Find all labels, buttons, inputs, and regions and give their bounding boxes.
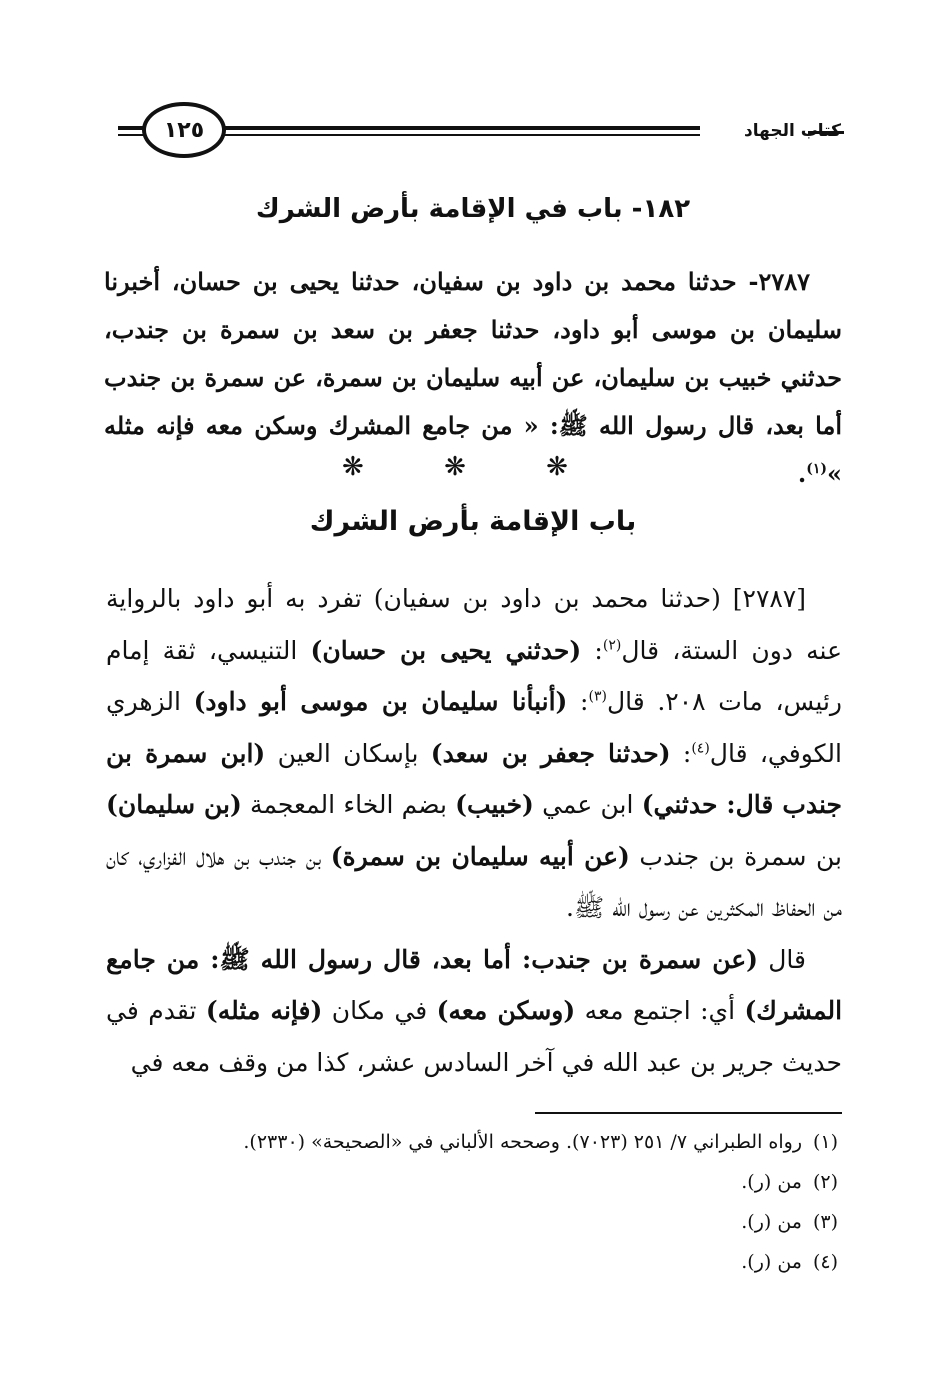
section-separator: ❋ ❋ ❋: [342, 452, 604, 482]
book-title: كتاب الجهاد: [743, 121, 841, 141]
text-run: بن جندب بن هلال الفزاري، كان من الحفاظ المكثرين عن رسول الله ﷺ.: [106, 841, 842, 922]
footnote-mark: (١): [812, 1131, 838, 1153]
page-number-badge: [142, 102, 226, 158]
text-run: بن سمرة بن جندب: [629, 841, 842, 871]
page-number: ١٢٥: [163, 117, 205, 143]
bold-run: (أنبأنا سليمان بن موسى أبو داود): [193, 687, 568, 716]
footnote-rule: [535, 1112, 842, 1114]
footnote-ref-4: (٤): [691, 740, 710, 757]
bold-run: (حدثني يحيى بن حسان): [310, 635, 582, 665]
hadith-body: ٢٧٨٧- حدثنا محمد بن داود بن سفيان، حدثنا يحيى بن حسان، أخبرنا سليمان بن موسى أبو داود، حدثنا جعفر بن سعد بن سمرة بن جندب، حدثني خبيب بن سليمان، عن أبيه سليمان بن سمرة، عن سمرة بن جندب أما بعد، قال رسول الله ﷺ: « من جامع المشرك وسكن معه فإنه مثله »: [104, 267, 842, 488]
commentary-paragraph: [106, 573, 842, 934]
text-run: بضم الخاء المعجمة: [241, 790, 456, 819]
footnote-ref-2: (٢): [602, 637, 622, 654]
bold-run: (عن أبيه سليمان بن سمرة): [330, 841, 630, 871]
commentary-heading: باب الإقامة بأرض الشرك: [309, 506, 637, 537]
text-run: بإسكان العين: [265, 738, 431, 768]
header-rule-middle-thin: [222, 134, 700, 136]
footnote-text: من (ر).: [741, 1171, 802, 1193]
commentary-paragraph: [106, 934, 842, 1089]
bold-run: (فإنه مثله): [205, 996, 323, 1025]
bold-run: (ابن سمرة بن جندب قال: حدثني): [106, 738, 842, 819]
text-run: ابن عمي: [533, 790, 642, 819]
header-rule-middle: [222, 126, 700, 130]
footnote-text: رواه الطبراني ٧/ ٢٥١ (٧٠٢٣). وصححه الألباني في «الصحيحة» (٢٣٣٠).: [243, 1131, 802, 1153]
text-run: قال: [758, 944, 806, 974]
footnote-mark: (٣): [812, 1211, 838, 1233]
commentary-text: [106, 573, 842, 1088]
bold-run: (وسكن معه): [436, 996, 576, 1025]
footnote-ref-1: (١): [806, 461, 827, 477]
text-run: :: [670, 738, 692, 768]
footnote-mark: (٤): [812, 1251, 838, 1273]
footnote-3: [108, 1202, 838, 1242]
text-run: الزهري الكوفي، قال: [106, 687, 842, 768]
text-run: :: [581, 635, 603, 665]
bold-run: (خبيب): [455, 790, 534, 819]
footnote-text: من (ر).: [741, 1211, 802, 1233]
text-run: [٢٧٨٧] (حدثنا محمد بن داود بن سفيان) تفرد به أبو داود بالرواية عنه دون الستة، قال: [106, 584, 843, 665]
bold-run: (عن سمرة بن جندب: أما بعد، قال رسول الله ﷺ: من جامع المشرك): [106, 944, 843, 1025]
text-run: :: [567, 687, 589, 716]
footnotes: [108, 1122, 838, 1282]
footnote-2: [108, 1162, 838, 1202]
footnote-1: [108, 1122, 838, 1162]
chapter-heading: ١٨٢- باب في الإقامة بأرض الشرك: [255, 194, 691, 224]
text-run: تقدم في حديث جرير بن عبد الله في آخر السادس عشر، كذا من وقف معه في: [106, 996, 842, 1077]
footnote-text: من (ر).: [741, 1251, 802, 1273]
footnote-4: [108, 1242, 838, 1282]
text-run: في مكان: [322, 996, 437, 1025]
text-run: التنيسي، ثقة إمام رئيس، مات ٢٠٨. قال: [106, 635, 842, 716]
hadith-end: .: [797, 459, 807, 488]
footnote-mark: (٢): [812, 1171, 838, 1193]
text-run: أي: اجتمع معه: [575, 996, 745, 1025]
bold-run: (بن سليمان): [106, 790, 242, 819]
bold-run: (حدثنا جعفر بن سعد): [430, 738, 671, 768]
footnote-ref-3: (٣): [588, 688, 607, 705]
